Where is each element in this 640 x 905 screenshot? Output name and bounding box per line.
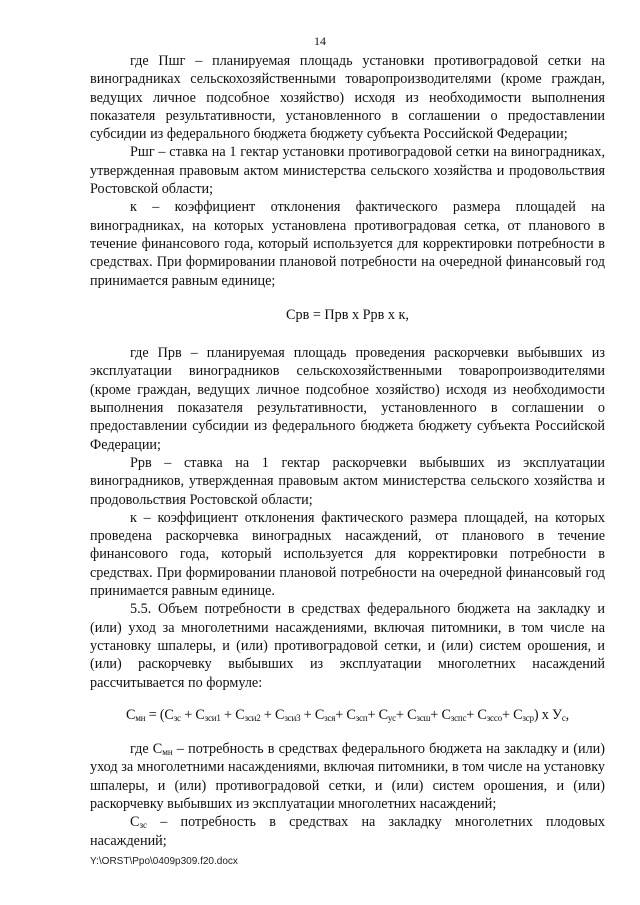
paragraph-section-5-5: 5.5. Объем потребности в средствах федерального бюджета на закладку и (или) уход за многолетними насаждениями, включая питомники, в том числе на установку шпалеры, и (или) противоградовой сетки, и (или) систем орошения, и (или) раскорчевку выбывших из эксплуатации многолетних насаждений рассчитывается по формуле: (90, 601, 605, 691)
paragraph-k-definition-uprooting: к – коэффициент отклонения фактического размера площадей, на которых проведена раскорчевка виноградных насаждений, от планового в течение финансового года, который используется для корректировки потребности в средствах. При формировании плановой потребности на очередной финансовый год принимается равным единице. (90, 509, 605, 600)
page-number: 14 (314, 34, 326, 48)
formula-smn: $С_{мн} = (С_{зс} + С_{зси1} + С_{зси2} + С_{зси3} + С_{зся}+ С_{зсп}+ С_{ус}+ С_{зсш}+ С_{зспс}+ С_{зсco}+ С_{зср})$ х $У_с$, (126, 706, 569, 723)
paragraph-smn-definition: где $С_{мн}$ – потребность в средствах федерального бюджета на закладку и (или) уход за многолетними насаждениями, включая питомники, в том числе на установку шпалеры, и (или) противоградовой сетки, и (или) систем орошения, и (или) раскорчевку выбывших из эксплуатации многолетних насаждений; (90, 741, 605, 812)
formula-srv: Срв = Прв х Ррв х к, (286, 306, 409, 323)
paragraph-rshg-definition: Ршг – ставка на 1 гектар установки противоградовой сетки на виноградниках, утвержденная правовым актом министерства сельского хозяйства и продовольствия Ростовской области; (90, 144, 605, 198)
file-path-footer: Y:\ORST\Ppo\0409p309.f20.docx (90, 856, 238, 867)
paragraph-prv-definition: где Прв – планируемая площадь проведения раскорчевки выбывших из эксплуатации виноградников сельскохозяйственными товаропроизводителями (кроме граждан, ведущих личное подсобное хозяйство) исходя из необходимости выполнения показателя результативности, установленного в соглашении о предоставлении субсидии из федерального бюджета бюджету субъекта Российской Федерации; (90, 345, 605, 453)
paragraph-szs-definition: $С_{зс}$ – потребность в средствах на закладку многолетних плодовых насаждений; (90, 814, 605, 849)
document-body (90, 52, 605, 850)
paragraph-rrv-definition: Ррв – ставка на 1 гектар раскорчевки выбывших из эксплуатации виноградников, утвержденная правовым актом министерства сельского хозяйства и продовольствия Ростовской области; (90, 454, 605, 508)
paragraph-pshg-definition: где Пшг – планируемая площадь установки противоградовой сетки на виноградниках сельскохозяйственными товаропроизводителями (кроме граждан, ведущих личное подсобное хозяйство) исходя из необходимости выполнения показателя результативности, установленного в соглашении о предоставлении субсидии из федерального бюджета бюджету субъекта Российской Федерации; (90, 53, 605, 143)
paragraph-k-definition-net: к – коэффициент отклонения фактического размера площадей на виноградниках, на которых установлена противоградовая сетка, от планового в течение финансового года, который используется для корректировки потребности в средствах. При формировании плановой потребности на очередной финансовый год принимается равным единице; (90, 199, 605, 289)
